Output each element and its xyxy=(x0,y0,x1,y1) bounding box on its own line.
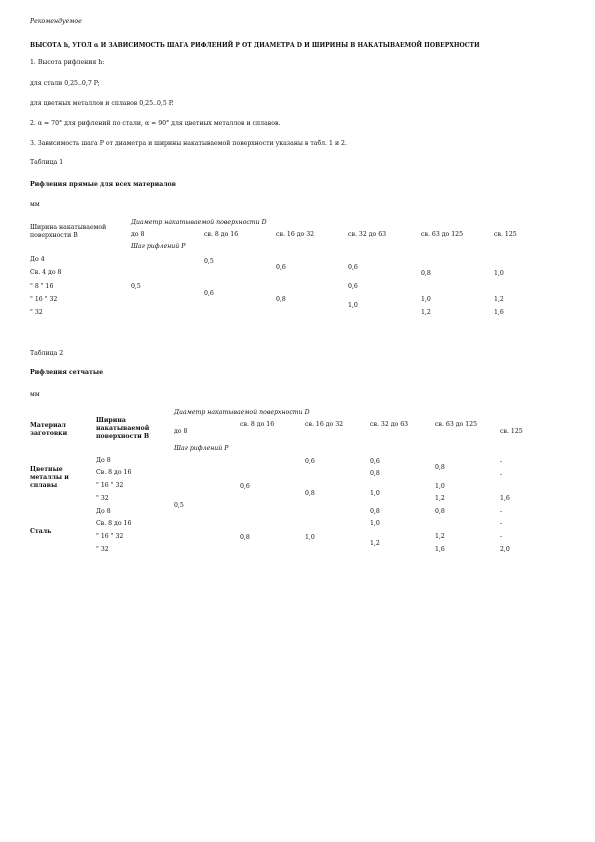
table2-cell: - xyxy=(500,533,503,540)
table2-cell: - xyxy=(500,508,503,515)
table2-cell: 0,8 xyxy=(240,534,250,541)
table2-unit: мм xyxy=(30,391,40,398)
paragraph-1: 1. Высота рифления h: xyxy=(30,59,105,66)
paragraph-3: 3. Зависимость шага P от диаметра и ширины накатываемой поверхности указаны в табл. 1 и 2. xyxy=(30,140,347,147)
recommended-label: Рекомендуемое xyxy=(30,18,82,25)
table2-col-2: св. 8 до 16 xyxy=(240,421,275,428)
table1-caption: Таблица 1 xyxy=(30,159,64,166)
table2-width-header: Ширина накатываемой поверхности B xyxy=(96,417,150,440)
table2-cell: 1,0 xyxy=(435,483,445,490)
table2-cell: 0,8 xyxy=(435,508,445,515)
table1-cell: 0,6 xyxy=(348,264,358,271)
table2-cell: - xyxy=(500,520,503,527)
table2-cell: 0,5 xyxy=(174,502,184,509)
table2-cell: 1,6 xyxy=(435,546,445,553)
paragraph-2: 2. α = 70° для рифлений по стали, α = 90° для цветных металлов и сплавов. xyxy=(30,120,281,127)
table1-cell: 0,8 xyxy=(276,296,286,303)
table2-cell: 0,8 xyxy=(305,490,315,497)
table1-col-5: св. 63 до 125 xyxy=(421,231,464,238)
table2-cell: 1,0 xyxy=(370,520,380,527)
table1-cell: 1,2 xyxy=(494,296,504,303)
table1-col-6: св. 125 xyxy=(494,231,517,238)
table2-cell: 0,6 xyxy=(370,458,380,465)
table1-cell: 1,0 xyxy=(348,302,358,309)
table2-col-6: св. 125 xyxy=(500,428,523,435)
table1-col-4: св. 32 до 63 xyxy=(348,231,387,238)
table2-cell: - xyxy=(500,458,503,465)
table2-row-label: Св. 8 до 16 xyxy=(96,520,132,527)
table1-row-label: Св. 4 до 8 xyxy=(30,269,62,276)
table1-col-3: св. 16 до 32 xyxy=(276,231,315,238)
table2-cell: 0,8 xyxy=(370,508,380,515)
table1-cell: 1,0 xyxy=(494,270,504,277)
table1-cell: 0,5 xyxy=(131,283,141,290)
table2-cell: 0,6 xyxy=(240,483,250,490)
table2-cell: 0,8 xyxy=(370,470,380,477)
table1-row-label: До 4 xyxy=(30,256,45,263)
table2-cell: 0,6 xyxy=(305,458,315,465)
table2-row-label: До 8 xyxy=(96,508,111,515)
table2-cell: 1,0 xyxy=(370,490,380,497)
table1-cell: 0,8 xyxy=(421,270,431,277)
paragraph-1a: для стали 0,25..0,7 P; xyxy=(30,80,100,87)
table2-material-steel: Сталь xyxy=(30,528,52,535)
table1-col-1: до 8 xyxy=(131,231,145,238)
table2-col-1: до 8 xyxy=(174,428,188,435)
table1-col-2: св. 8 до 16 xyxy=(204,231,239,238)
table2-caption: Таблица 2 xyxy=(30,350,64,357)
table2-cell: 1,2 xyxy=(370,540,380,547)
table2-row-label: До 8 xyxy=(96,457,111,464)
table1-unit: мм xyxy=(30,201,40,208)
table1-width-header: Ширина накатываемой поверхности B xyxy=(30,224,107,239)
table2-cell: 0,8 xyxy=(435,464,445,471)
table1-cell: 1,6 xyxy=(494,309,504,316)
table1-cell: 0,5 xyxy=(204,258,214,265)
table2-material-header: Материал заготовки xyxy=(30,422,68,437)
table2-material-nonferrous: Цветные металлы и сплавы xyxy=(30,466,69,489)
table1-cell: 0,6 xyxy=(204,290,214,297)
table1-step-header: Шаг рифлений P xyxy=(131,243,186,250)
table2-col-4: св. 32 до 63 xyxy=(370,421,409,428)
table2-step-header: Шаг рифлений P xyxy=(174,445,229,452)
table2-cell: 1,2 xyxy=(435,495,445,502)
table2-row-label: Св. 8 до 16 xyxy=(96,469,132,476)
table2-cell: - xyxy=(500,471,503,478)
table2-col-3: св. 16 до 32 xyxy=(305,421,344,428)
table1-row-label: " 8 " 16 xyxy=(30,283,54,290)
table2-row-label: " 16 " 32 xyxy=(96,482,124,489)
table1-cell: 1,2 xyxy=(421,309,431,316)
table1-cell: 0,6 xyxy=(276,264,286,271)
table2-diameter-header: Диаметр накатываемой поверхности D xyxy=(174,409,310,416)
paragraph-1b: для цветных металлов и сплавов 0,25..0,5 P. xyxy=(30,100,174,107)
table1-cell: 0,6 xyxy=(348,283,358,290)
table1-title: Рифления прямые для всех материалов xyxy=(30,181,176,188)
table2-cell: 2,0 xyxy=(500,546,510,553)
table2-cell: 1,0 xyxy=(305,534,315,541)
table2-cell: 1,2 xyxy=(435,533,445,540)
table2-row-label: " 16 " 32 xyxy=(96,533,124,540)
table2-cell: 1,6 xyxy=(500,495,510,502)
page-heading: ВЫСОТА h, УГОЛ α И ЗАВИСИМОСТЬ ШАГА РИФЛЕНИЙ P ОТ ДИАМЕТРА D И ШИРИНЫ B НАКАТЫВАЕМОЙ ПОВЕРХНОСТИ xyxy=(30,42,480,49)
table2-row-label: " 32 xyxy=(96,495,109,502)
table1-row-label: " 32 xyxy=(30,309,43,316)
table2-row-label: " 32 xyxy=(96,546,109,553)
table1-diameter-header: Диаметр накатываемой поверхности D xyxy=(131,219,267,226)
table1-cell: 1,0 xyxy=(421,296,431,303)
table2-col-5: св. 63 до 125 xyxy=(435,421,478,428)
table2-title: Рифления сетчатые xyxy=(30,369,104,376)
table1-row-label: " 16 " 32 xyxy=(30,296,58,303)
